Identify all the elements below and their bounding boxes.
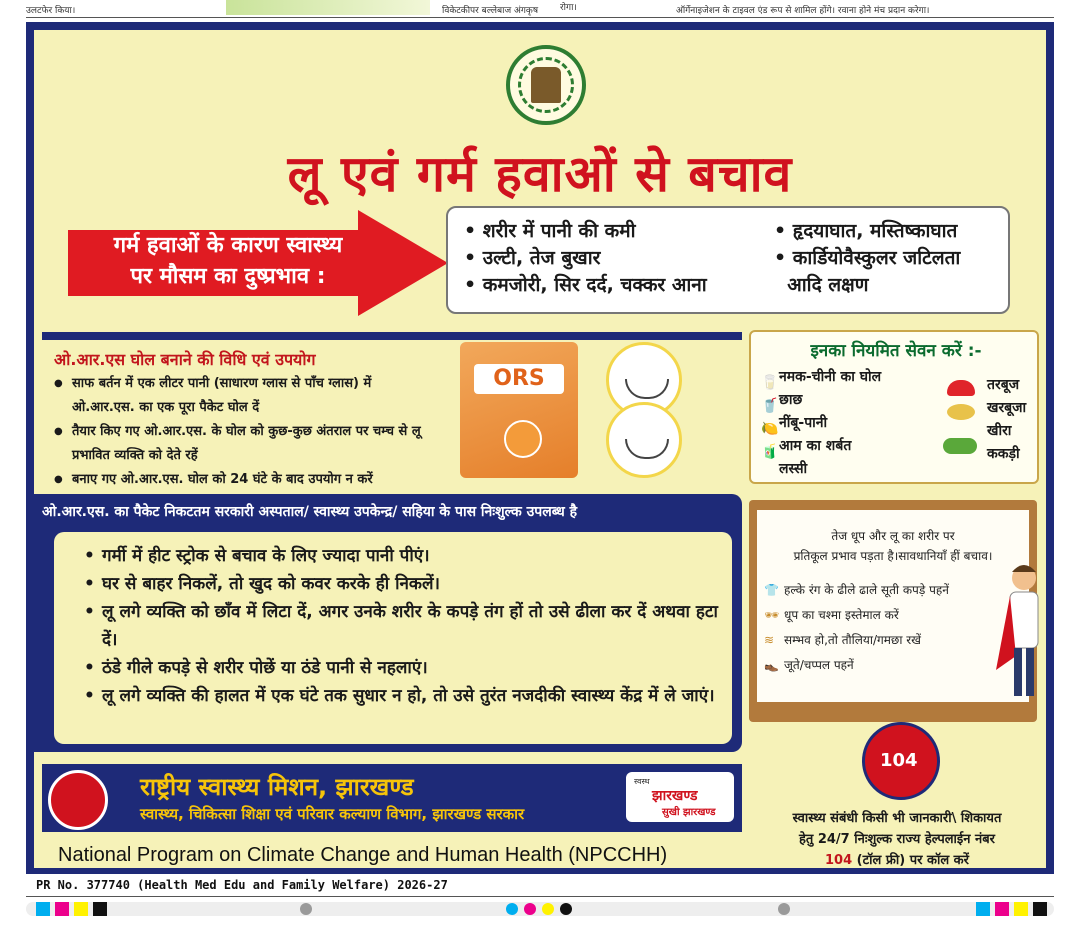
intake-item: खरबूजा <box>987 400 1027 416</box>
intake-fruits-list <box>987 374 1026 466</box>
strip-text-center2: रोगा। <box>560 3 577 13</box>
precaution-item: 👞 जूते/चप्पल पहनें <box>764 653 949 678</box>
effects-box <box>446 206 1010 314</box>
doctor-hero-icon <box>996 560 1044 700</box>
drink-icons <box>761 372 778 464</box>
strip-image <box>226 0 430 15</box>
ors-title: ओ.आर.एस घोल बनाने की विधि एवं उपयोग <box>54 350 316 369</box>
lemon-icon: 🍋 <box>761 421 779 437</box>
strip-text-left: उलटफेर किया। <box>26 6 76 16</box>
npcchh-title: National Program on Climate Change and Human Health (NPCCHH) <box>58 844 668 866</box>
arrow-caption <box>78 230 378 292</box>
buttermilk-icon: 🥤 <box>761 398 779 414</box>
ors-step: ● तैयार किए गए ओ.आर.एस. के घोल को कुछ-कुछ अंतराल पर चम्च से लू प्रभावित व्यक्ति को देते रहें <box>54 420 434 468</box>
ors-step: ● साफ बर्तन में एक लीटर पानी (साधारण ग्लास से पाँच ग्लास) में ओ.आर.एस. का एक पूरा पैकेट घोल दें <box>54 372 434 420</box>
nhm-subtitle: स्वास्थ्य, चिकित्सा शिक्षा एवं परिवार कल्याण विभाग, झारखण्ड सरकार <box>140 805 525 823</box>
precaution-item: 👕 हल्के रंग के ढीले ढाले सूती कपड़े पहनें <box>764 578 949 603</box>
helpline-line-3: 104 (टॉल फ्री) पर कॉल करें <box>825 853 969 868</box>
effect-item: आदि लक्षण <box>774 274 869 296</box>
ors-divider <box>42 332 742 340</box>
effect-item: • उल्टी, तेज बुखार <box>464 247 601 269</box>
sj-small-text: स्वस्थ <box>634 777 650 786</box>
intake-item: तरबूज <box>987 377 1020 393</box>
helpline-text <box>752 808 1042 871</box>
intake-item: आम का शर्बत <box>779 438 852 454</box>
free-ors-text: ओ.आर.एस. का पैकेट निकटतम सरकारी अस्पताल/ स्वास्थ्य उपकेन्द्र/ सहिया के पास निःशुल्क उपलब्ध है <box>42 504 578 520</box>
cyan-dot <box>506 903 518 915</box>
precaution-board-title <box>757 526 1029 566</box>
tip-item: • गर्मी में हीट स्ट्रोक से बचाव के लिए ज्यादा पानी पीएं। <box>84 542 718 570</box>
tip-item: • लू लगे व्यक्ति की हालत में एक घंटे तक सुधार न हो, तो उसे तुरंत नजदीकी स्वास्थ्य केंद्र में ले जाएं। <box>84 682 718 710</box>
intake-item: नमक-चीनी का घोल <box>779 369 882 385</box>
grey-dot <box>778 903 790 915</box>
ors-steps <box>54 372 434 492</box>
jharkhand-emblem-icon <box>506 45 586 125</box>
board-title-line-1: तेज धूप और लू का शरीर पर <box>831 529 955 543</box>
registration-bar <box>26 902 1054 916</box>
intake-title: इनका नियमित सेवन करें :- <box>810 341 982 361</box>
sunglasses-icon: 🕶 <box>764 608 780 622</box>
intake-box <box>749 330 1039 484</box>
mango-drink-icon: 🧃 <box>761 444 779 460</box>
tip-item: • लू लगे व्यक्ति को छाँव में लिटा दें, अगर उनके शरीर के कपड़े तंग हों तो उसे ढीला कर दें अथवा हटा दें। <box>84 598 718 654</box>
effect-item: • कमजोरी, सिर दर्द, चक्कर आना <box>464 274 707 296</box>
grey-dot <box>300 903 312 915</box>
black-mark <box>1033 902 1047 916</box>
arrow-line-2: पर मौसम का दुष्प्रभाव : <box>130 264 326 289</box>
precaution-item: 🕶 धूप का चश्मा इस्तेमाल करें <box>764 603 949 628</box>
effect-item: • शरीर में पानी की कमी <box>464 220 636 242</box>
nhm-title: राष्ट्रीय स्वास्थ्य मिशन, झारखण्ड <box>140 773 414 801</box>
tip-item: • घर से बाहर निकलें, तो खुद को कवर करके ही निकलें। <box>84 570 718 598</box>
effect-item: • कार्डियोवैस्कुलर जटिलता <box>774 247 961 269</box>
strip-text-right: ऑर्गेनाइजेशन के टाइवल एंड रूप से शामिल होंगे। रवाना होने मंच प्रदान करेगा। <box>676 6 930 16</box>
black-dot <box>560 903 572 915</box>
muskmelon-icon <box>947 404 975 420</box>
tips-box <box>54 532 732 744</box>
glass-icon: 🥛 <box>761 375 779 391</box>
yellow-mark <box>74 902 88 916</box>
intake-item: छाछ <box>779 392 803 408</box>
ors-step: ● बनाए गए ओ.आर.एस. घोल को 24 घंटे के बाद उपयोग न करें <box>54 468 434 492</box>
effect-item: • हृदयाघात, मस्तिष्काघात <box>774 220 958 242</box>
cyan-mark <box>976 902 990 916</box>
footer-divider <box>26 896 1054 897</box>
magenta-mark <box>55 902 69 916</box>
intake-drinks-list <box>779 366 881 481</box>
ors-packet-label: ORS <box>474 364 564 394</box>
strip-divider <box>26 17 1054 18</box>
cucumber-icon <box>943 438 977 454</box>
magenta-dot <box>524 903 536 915</box>
ad-title: लू एवं गर्म हवाओं से बचाव <box>287 145 793 203</box>
advertisement <box>26 22 1054 874</box>
intake-item: नींबू-पानी <box>779 415 828 431</box>
orange-icon <box>504 420 542 458</box>
precaution-item: ≋ सम्भव हो,तो तौलिया/गमछा रखें <box>764 628 949 653</box>
intake-item: खीरा <box>987 423 1012 439</box>
helpline-line-1: स्वास्थ्य संबंधी किसी भी जानकारी\ शिकायत <box>792 811 1002 826</box>
shirt-icon: 👕 <box>764 583 779 597</box>
cyan-mark <box>36 902 50 916</box>
yellow-dot <box>542 903 554 915</box>
sj-tagline: सुखी झारखण्ड <box>662 807 716 818</box>
strip-text-center: विकेटकीपर बल्लेबाज अंगकृष <box>442 6 539 16</box>
yellow-mark <box>1014 902 1028 916</box>
arrow-line-1: गर्म हवाओं के कारण स्वास्थ्य <box>113 233 343 258</box>
effects-right-list <box>774 218 1010 299</box>
pr-number: PR No. 377740 (Health Med Edu and Family Welfare) 2026-27 <box>36 878 448 892</box>
tip-item: • ठंडे गीले कपड़े से शरीर पोछें या ठंडे पानी से नहलाएं। <box>84 654 718 682</box>
black-mark <box>93 902 107 916</box>
magenta-mark <box>995 902 1009 916</box>
intake-item: लस्सी <box>779 461 808 477</box>
helpline-line-2: हेतु 24/7 निःशुल्क राज्य हेल्पलाईन नंबर <box>799 832 995 847</box>
towel-icon: ≋ <box>764 633 775 647</box>
ad-background <box>34 30 1046 868</box>
effects-left-list <box>464 218 774 299</box>
shoe-icon: 👞 <box>764 658 779 672</box>
helpline-badge-number: 104 <box>880 750 918 771</box>
nhm-logo-icon <box>48 770 108 830</box>
spoon-bowl-icon <box>606 402 682 478</box>
sj-big-text: झारखण्ड <box>652 788 698 804</box>
watermelon-icon <box>947 380 975 396</box>
intake-item: ककड़ी <box>987 446 1020 462</box>
board-title-line-2: प्रतिकूल प्रभाव पड़ता है।सावधानियाँ हीं बचाव। <box>793 549 993 563</box>
tips-list <box>84 542 718 710</box>
precaution-list <box>764 578 949 678</box>
